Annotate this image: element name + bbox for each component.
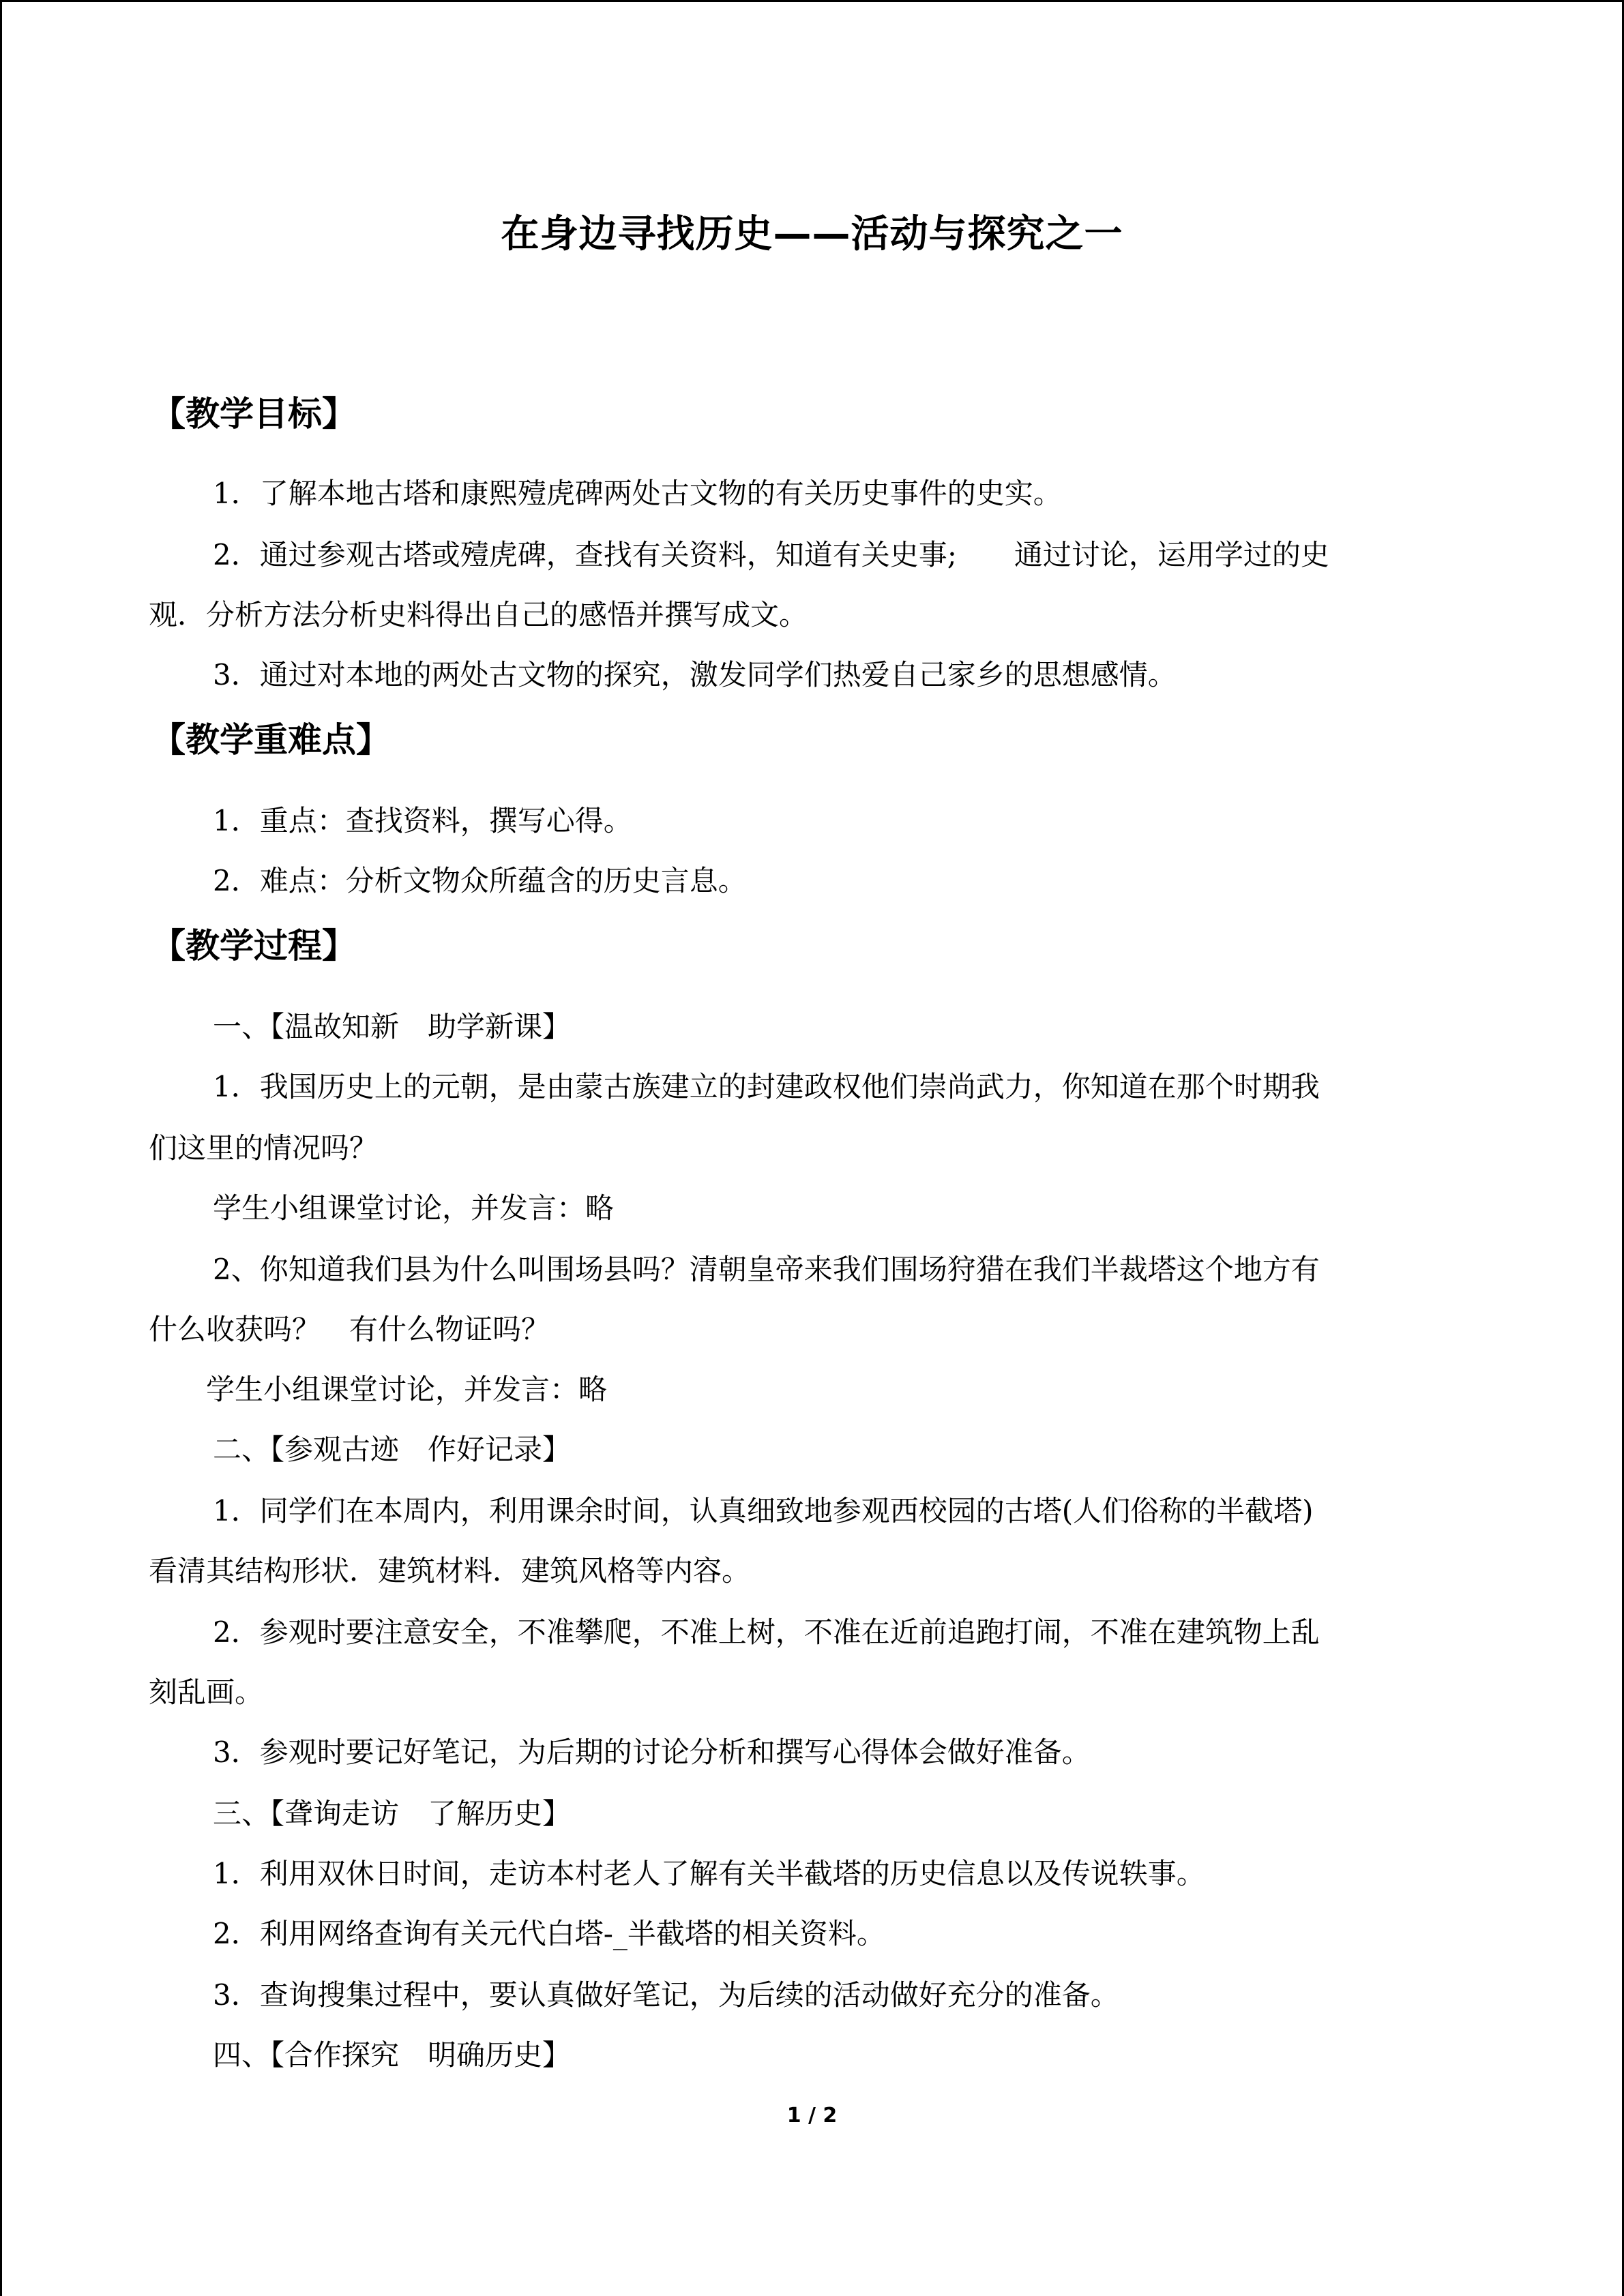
- process-line: 学生小组课堂讨论，并发言：略: [213, 1191, 615, 1225]
- heading-key-points: 【教学重难点】: [151, 720, 390, 760]
- objective-line-2: 2．通过参观古塔或殪虎碑，查找有关资料，知道有关史事; 通过讨论，运用学过的史: [213, 538, 1329, 571]
- process-step-1-heading: 一、【温故知新 助学新课】: [213, 1010, 572, 1043]
- process-line: 2、你知道我们县为什么叫围场县吗？清朝皇帝来我们围场狩猎在我们半裁塔这个地方有: [213, 1253, 1320, 1286]
- process-line: 看清其结构形状．建筑材料．建筑风格等内容。: [149, 1554, 751, 1587]
- process-line: 2．参观时要注意安全，不准攀爬，不准上树，不准在近前追跑打闹，不准在建筑物上乱: [213, 1615, 1320, 1649]
- process-line: 学生小组课堂讨论，并发言：略: [206, 1373, 608, 1406]
- heading-process: 【教学过程】: [151, 926, 356, 966]
- objective-line-1: 1．了解本地古塔和康熙殪虎碑两处古文物的有关历史事件的史实。: [213, 477, 1062, 510]
- heading-objectives: 【教学目标】: [151, 394, 356, 434]
- process-line: 1．同学们在本周内，利用课余时间，认真细致地参观西校园的古塔(人们俗称的半截塔): [213, 1494, 1314, 1527]
- process-line: 刻乱画。: [149, 1675, 264, 1709]
- page-number: 1 / 2: [786, 2104, 838, 2128]
- process-line: 什么收获吗？ 有什么物证吗？: [149, 1313, 550, 1346]
- key-point-line-1: 1．重点：查找资料，撰写心得。: [213, 804, 632, 837]
- process-step-4-heading: 四、【合作探究 明确历史】: [213, 2038, 572, 2072]
- document-title: 在身边寻找历史——活动与探究之一: [501, 212, 1123, 256]
- process-line: 们这里的情况吗？: [149, 1131, 379, 1165]
- process-line: 3．查询搜集过程中，要认真做好笔记，为后续的活动做好充分的准备。: [213, 1978, 1119, 2012]
- process-line: 1．利用双休日时间，走访本村老人了解有关半截塔的历史信息以及传说轶事。: [213, 1857, 1205, 1890]
- objective-line-3: 3．通过对本地的两处古文物的探究，激发同学们热爱自己家乡的思想感情。: [213, 658, 1177, 691]
- process-step-3-heading: 三、【聋询走访 了解历史】: [213, 1797, 572, 1830]
- process-line: 2．利用网络查询有关元代白塔-_半截塔的相关资料。: [213, 1917, 885, 1950]
- process-step-2-heading: 二、【参观古迹 作好记录】: [213, 1433, 572, 1466]
- process-line: 3．参观时要记好笔记，为后期的讨论分析和撰写心得体会做好准备。: [213, 1735, 1091, 1769]
- process-line: 1．我国历史上的元朝，是由蒙古族建立的封建政权他们崇尚武力，你知道在那个时期我: [213, 1070, 1320, 1103]
- objective-line-2-cont: 观．分析方法分析史料得出自己的感悟并撰写成文。: [149, 598, 808, 631]
- key-point-line-2: 2．难点：分析文物众所蕴含的历史言息。: [213, 864, 747, 897]
